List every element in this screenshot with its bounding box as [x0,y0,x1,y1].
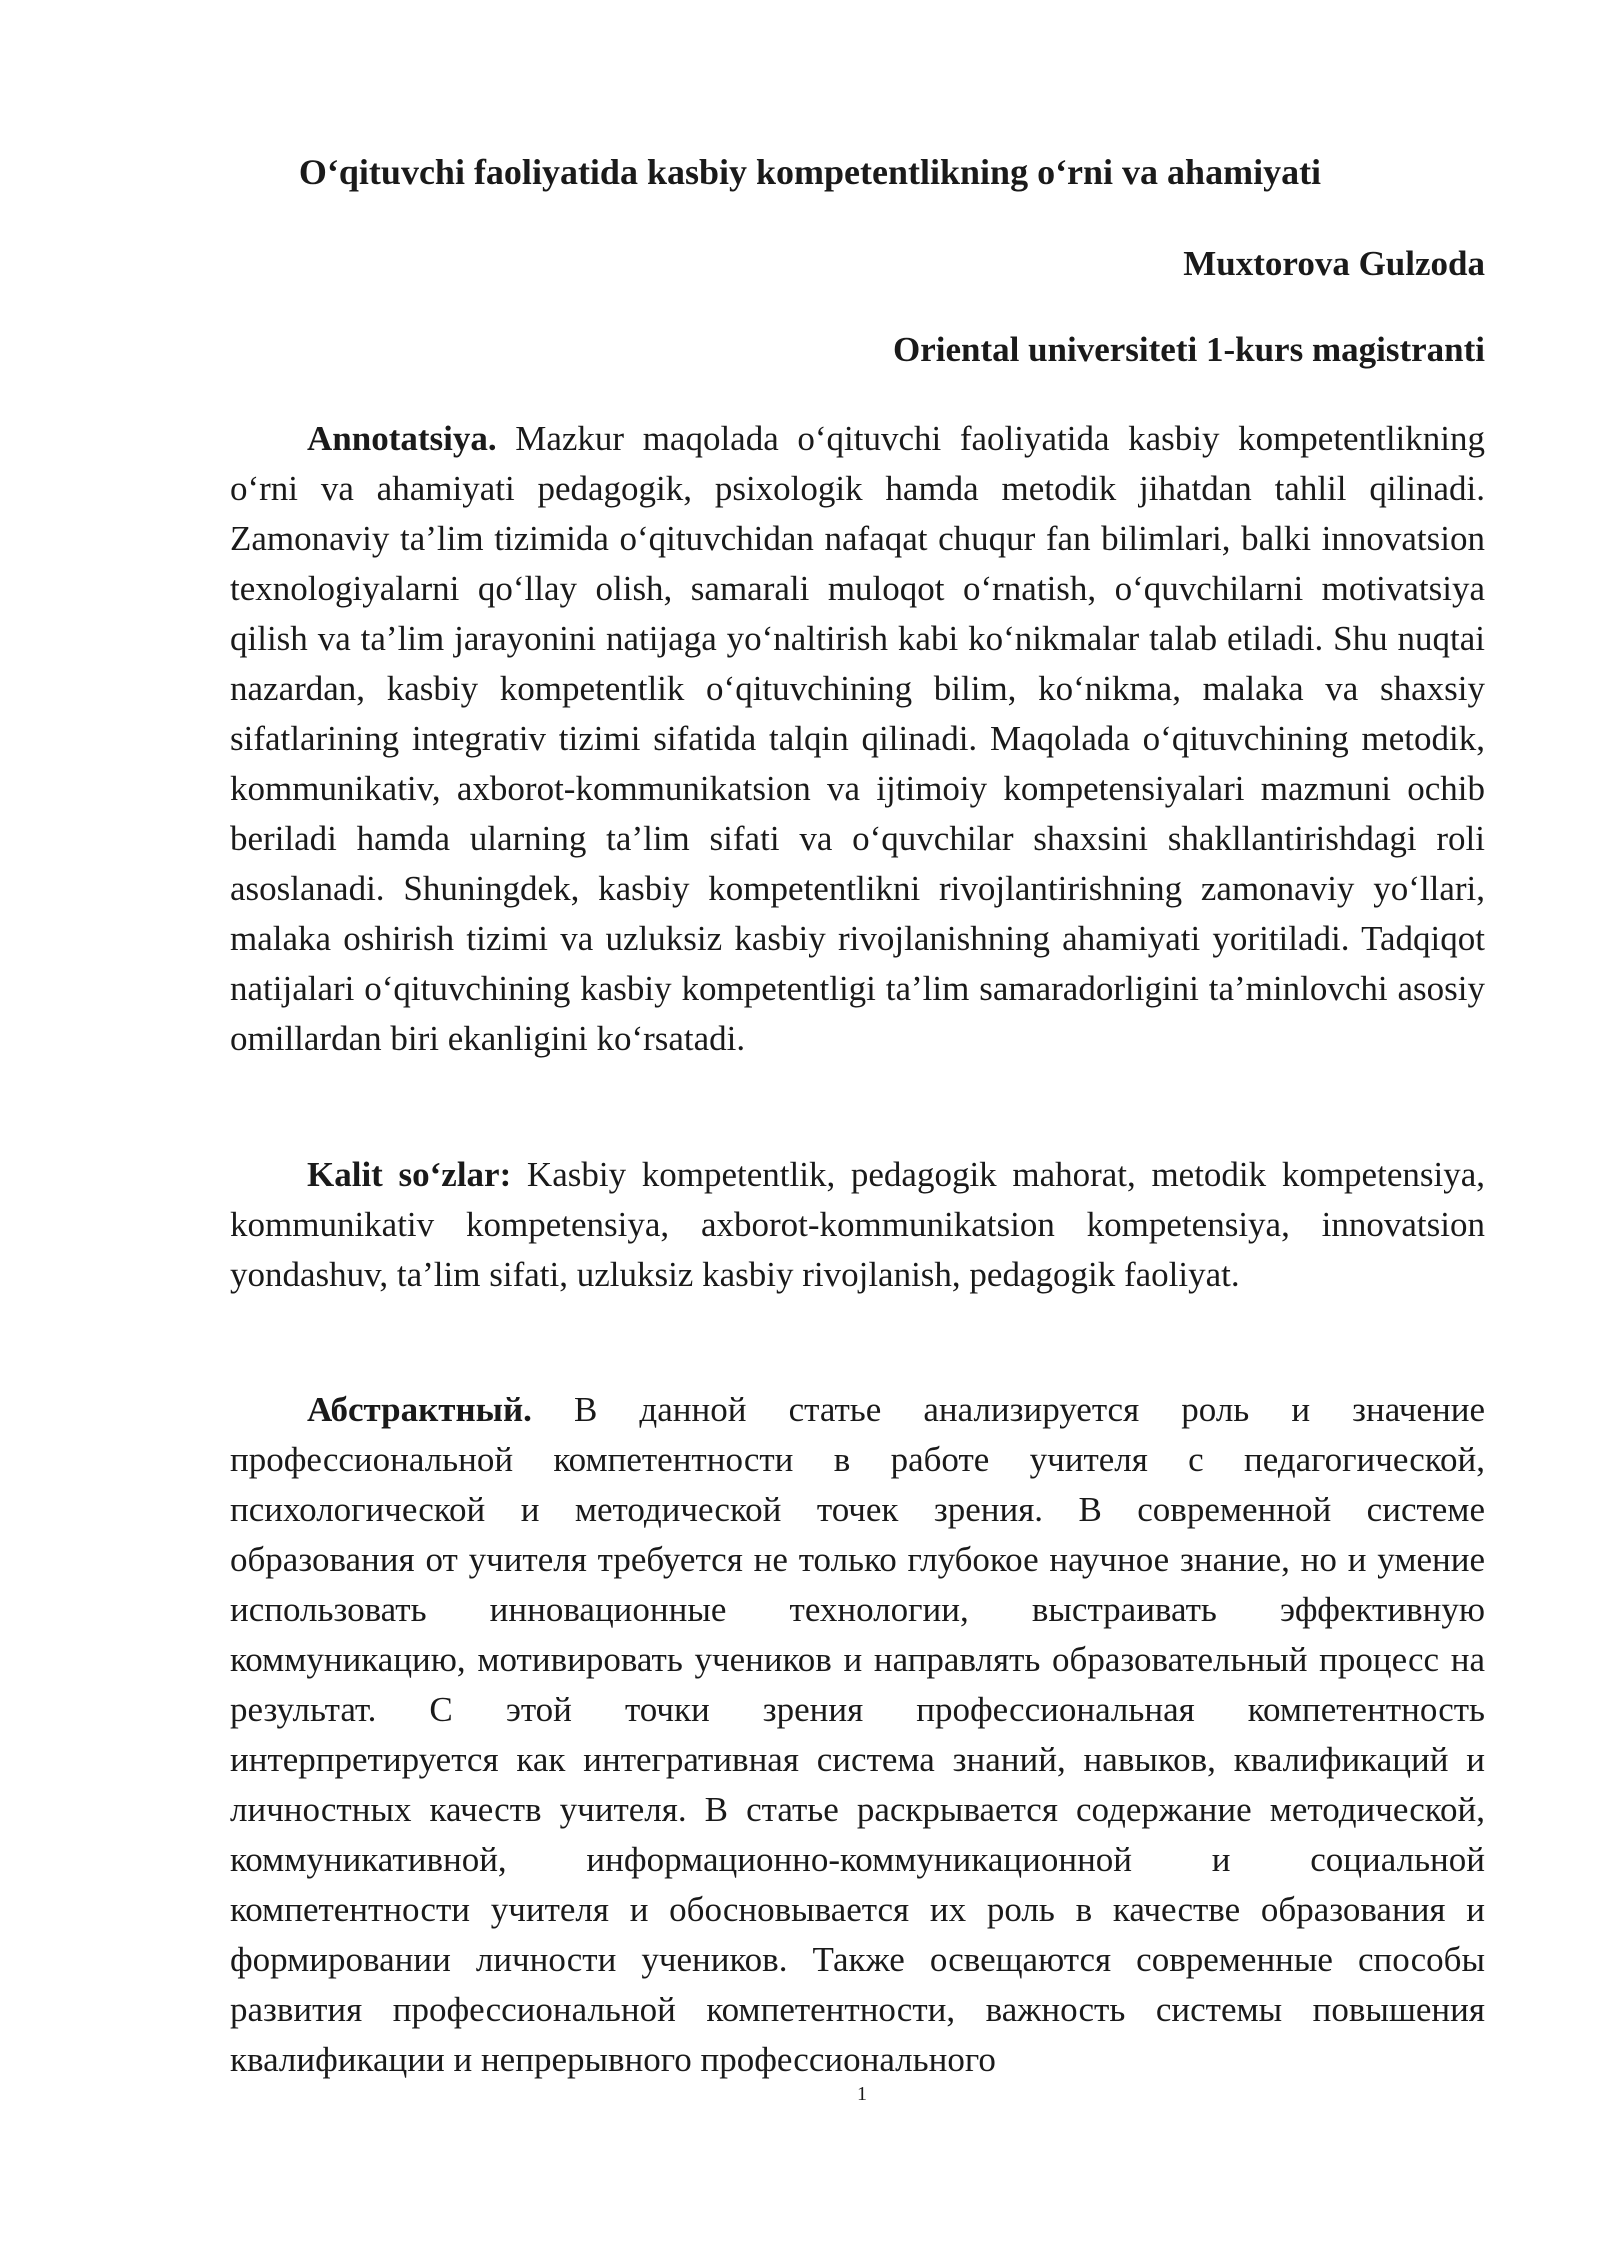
keywords-text: Kasbiy kompetentlik, pedagogik mahorat, metodik kompetensiya, kommunikativ kompetensiya, axborot-kommunikatsion kompetensiya, innovatsion yondashuv, ta’lim sifati, uzluksiz kasbiy rivojlanish, pedagogik faoliyat. [230,1155,1485,1294]
article-title: O‘qituvchi faoliyatida kasbiy kompetentlikning o‘rni va ahamiyati [298,152,1322,192]
abstract-ru-paragraph [230,1385,1485,2085]
page-number: 1 [857,2083,867,2105]
abstract-ru-text: В данной статье анализируется роль и значение профессиональной компетентности в работе учителя с педагогической, психологической и методической точек зрения. В современной системе образования от учителя требуется не только глубокое научное знание, но и умение использовать инновационные технологии, выстраивать эффективную коммуникацию, мотивировать учеников и направлять образовательный процесс на результат. С этой точки зрения профессиональная компетентность интерпретируется как интегративная система знаний, навыков, квалификаций и личностных качеств учителя. В статье раскрывается содержание методической, коммуникативной, информационно-коммуникационной и социальной компетентности учителя и обосновывается их роль в качестве образования и формировании личности учеников. Также освещаются современные способы развития профессиональной компетентности, важность системы повышения квалификации и непрерывного профессионального [230,1390,1485,2079]
annotation-paragraph [230,414,1485,1064]
annotation-text: Mazkur maqolada o‘qituvchi faoliyatida kasbiy kompetentlikning o‘rni va ahamiyati pedagogik, psixologik hamda metodik jihatdan tahlil qilinadi. Zamonaviy ta’lim tizimida o‘qituvchidan nafaqat chuqur fan bilimlari, balki innovatsion texnologiyalarni qo‘llay olish, samarali muloqot o‘rnatish, o‘quvchilarni motivatsiya qilish va ta’lim jarayonini natijaga yo‘naltirish kabi ko‘nikmalar talab etiladi. Shu nuqtai nazardan, kasbiy kompetentlik o‘qituvchining bilim, ko‘nikma, malaka va shaxsiy sifatlarining integrativ tizimi sifatida talqin qilinadi. Maqolada o‘qituvchining metodik, kommunikativ, axborot-kommunikatsion va ijtimoiy kompetensiyalari mazmuni ochib beriladi hamda ularning ta’lim sifati va o‘quvchilar shaxsini shakllantirishdagi roli asoslanadi. Shuningdek, kasbiy kompetentlikni rivojlantirishning zamonaviy yo‘llari, malaka oshirish tizimi va uzluksiz kasbiy rivojlanishning ahamiyati yoritiladi. Tadqiqot natijalari o‘qituvchining kasbiy kompetentligi ta’lim samaradorligini ta’minlovchi asosiy omillardan biri ekanligini ko‘rsatadi. [230,419,1485,1058]
keywords-label: Kalit so‘zlar: [307,1155,512,1194]
keywords-paragraph [230,1150,1485,1300]
annotation-label: Annotatsiya. [307,419,497,458]
author-name: Muxtorova Gulzoda [1183,244,1485,283]
abstract-ru-label: Абстрактный. [307,1390,532,1429]
author-affiliation: Oriental universiteti 1-kurs magistranti [892,330,1485,369]
